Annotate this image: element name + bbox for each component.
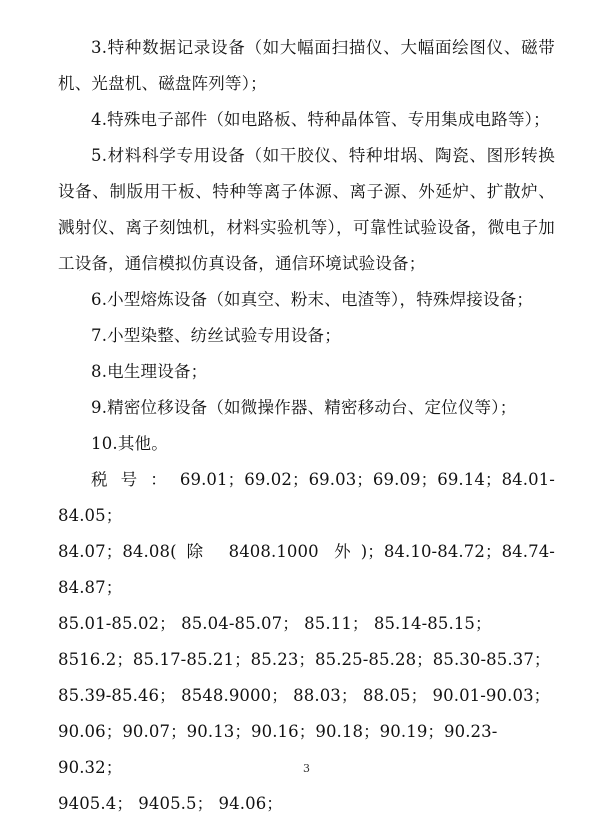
tax-code-line-4: 8516.2；85.17-85.21；85.23；85.25-85.28；85.30-85.37； (58, 650, 551, 669)
paragraph-item-4: 4.特殊电子部件（如电路板、特种晶体管、专用集成电路等）； (91, 110, 550, 129)
paragraph-item-3: 3.特种数据记录设备（如大幅面扫描仪、大幅面绘图仪、磁带机、光盘机、磁盘阵列等）； (58, 38, 555, 93)
page-number: 3 (303, 762, 310, 775)
tax-code-line-3: 85.01-85.02； 85.04-85.07； 85.11； 85.14-85.15； (58, 614, 492, 633)
document-body (58, 30, 555, 822)
tax-code-line-1: 税号：69.01；69.02；69.03；69.09；69.14；84.01-84.05； (58, 470, 555, 525)
paragraph-item-7: 7.小型染整、纺丝试验专用设备； (91, 326, 341, 345)
paragraph-item-6: 6.小型熔炼设备（如真空、粉末、电渣等），特殊焊接设备； (91, 290, 534, 309)
paragraph-item-8: 8.电生理设备； (91, 362, 208, 381)
paragraph-item-5: 5.材料科学专用设备（如干胶仪、特种坩埚、陶瓷、图形转换设备、制版用干板、特种等离子体源、离子源、外延炉、扩散炉、溅射仪、离子刻蚀机，材料实验机等），可靠性试验设备，微电子加工设备，通信模拟仿真设备，通信环境试验设备； (58, 146, 555, 273)
tax-code-line-6: 90.06；90.07；90.13；90.16；90.18；90.19；90.23-90.32； (58, 722, 498, 777)
tax-code-line-2: 84.07；84.08(除 8408.1000 外)；84.10-84.72；84.74-84.87； (58, 542, 555, 597)
tax-code-line-5: 85.39-85.46； 8548.9000； 88.03； 88.05； 90.01-90.03； (58, 686, 551, 705)
paragraph-item-9: 9.精密位移设备（如微操作器、精密移动台、定位仪等）； (91, 398, 517, 417)
tax-code-line-7: 9405.4； 9405.5； 94.06； (58, 794, 283, 813)
paragraph-item-10: 10.其他。 (91, 434, 168, 453)
